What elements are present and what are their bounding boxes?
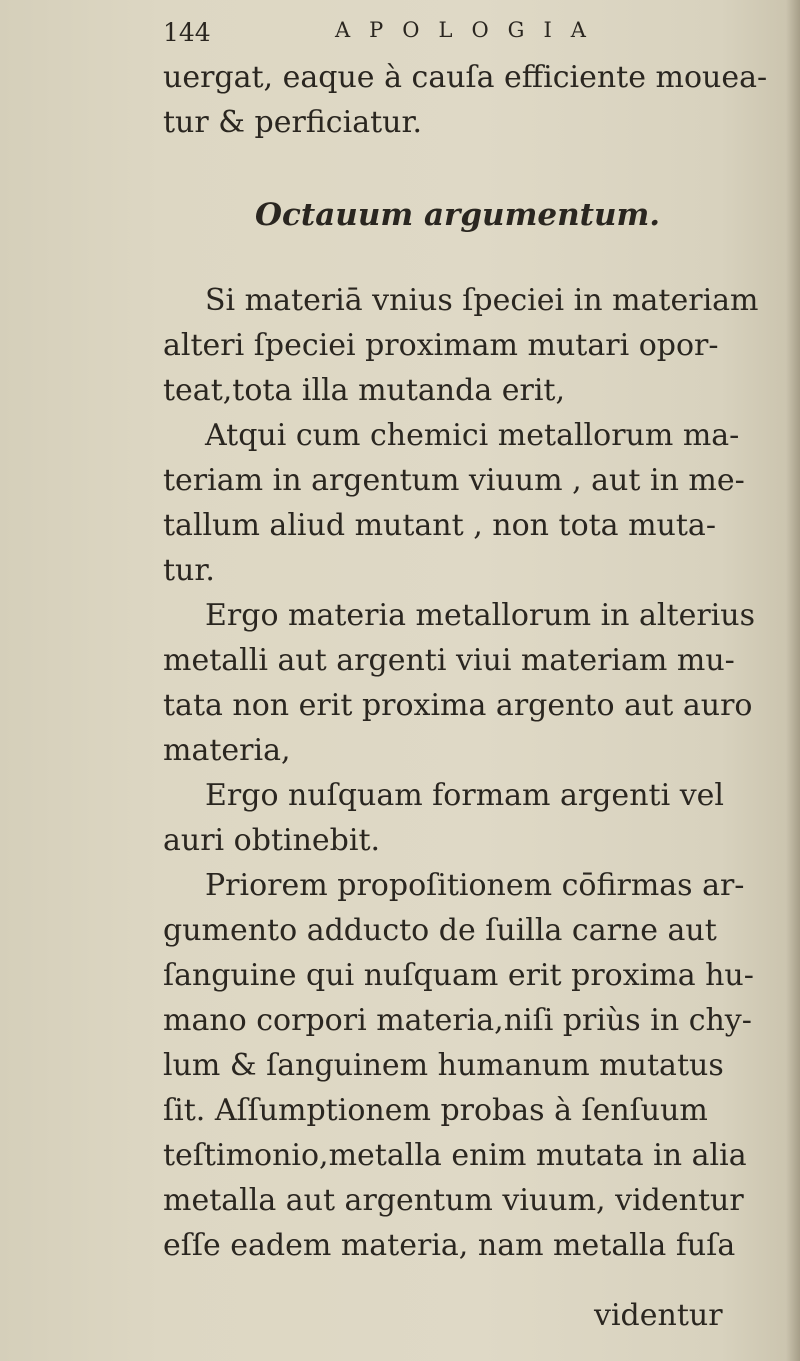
section-heading: Octauum argumentum. — [255, 197, 661, 233]
text-line: tallum aliud mutant , non tota muta- — [163, 508, 716, 543]
page-number: 144 — [163, 18, 211, 47]
text-line: tata non erit proxima argento aut auro — [163, 688, 753, 723]
text-line: ſit. Aſſumptionem probas à ſenſuum — [163, 1093, 708, 1128]
page-edge-shadow — [786, 0, 800, 1361]
text-line: tur. — [163, 553, 215, 588]
text-line: Priorem propoſitionem cōfirmas ar- — [205, 868, 745, 903]
running-title: APOLOGIA — [335, 18, 605, 42]
text-line: teat,tota illa mutanda erit, — [163, 373, 566, 408]
text-line: metalli aut argenti viui materiam mu- — [163, 643, 735, 678]
text-line: Ergo nuſquam formam argenti vel — [205, 778, 724, 813]
text-line: Si materiā vnius ſpeciei in materiam — [205, 283, 759, 318]
running-header — [163, 16, 683, 56]
text-line: ſanguine qui nuſquam erit proxima hu- — [163, 958, 754, 993]
text-line: Atqui cum chemici metallorum ma- — [205, 418, 740, 453]
text-line: alteri ſpeciei proximam mutari opor- — [163, 328, 719, 363]
catchword: videntur — [594, 1298, 723, 1333]
text-line: auri obtinebit. — [163, 823, 381, 858]
text-line: lum & ſanguinem humanum mutatus — [163, 1048, 724, 1083]
text-line: metalla aut argentum viuum, videntur — [163, 1183, 744, 1218]
text-line: gumento adducto de ſuilla carne aut — [163, 913, 717, 948]
text-line: teriam in argentum viuum , aut in me- — [163, 463, 745, 498]
text-block — [163, 55, 773, 1268]
text-line: mano corpori materia,niſi priùs in chy- — [163, 1003, 752, 1038]
text-line: materia, — [163, 733, 291, 768]
text-line: uergat, eaque à cauſa efficiente moueа- — [163, 60, 768, 95]
text-line: eſſe eadem materia, nam metalla fuſa — [163, 1228, 736, 1263]
text-line: teſtimonio,metalla enim mutata in alia — [163, 1138, 747, 1173]
text-line: tur & perficiatur. — [163, 105, 423, 140]
text-line: Ergo materia metallorum in alterius — [205, 598, 755, 633]
